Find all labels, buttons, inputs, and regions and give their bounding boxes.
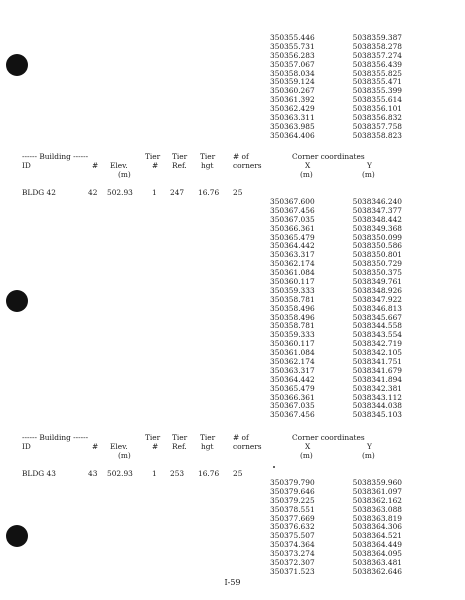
header-id: ID: [22, 161, 31, 170]
coord-x: 350367.600: [270, 197, 315, 206]
bldg-hgt: 16.76: [198, 469, 220, 478]
coord-y: 5038341.751: [352, 357, 402, 367]
bldg-ref: 247: [170, 188, 185, 197]
coord-x: 350377.669: [270, 513, 315, 523]
coord-x: 350361.084: [270, 348, 315, 358]
speck: [273, 466, 275, 468]
coord-y: 5038359.387: [352, 33, 402, 42]
header-x-unit: (m): [300, 170, 313, 179]
coord-y: 5038350.375: [352, 268, 402, 278]
coord-y: 5038344.038: [352, 401, 402, 411]
coord-x: 350356.283: [270, 50, 315, 60]
coordinate-row: [270, 568, 402, 577]
header-corner-coords: Corner coordinates: [292, 152, 365, 161]
coord-x: 350374.364: [270, 540, 315, 550]
header-corner-coords: Corner coordinates: [292, 433, 365, 442]
header-y: Y: [367, 161, 372, 170]
header-elev-unit: (m): [118, 170, 131, 179]
coord-y: 5038355.471: [352, 77, 402, 87]
header-group: ------ Building ------: [22, 433, 89, 442]
coord-x: 350355.731: [270, 41, 315, 51]
header-elev: Elev.: [110, 442, 128, 451]
header-tier-ref: Tier: [172, 152, 188, 161]
coord-x: 350367.035: [270, 214, 315, 224]
header-group: ------ Building ------: [22, 152, 89, 161]
coord-x: 350364.442: [270, 374, 315, 384]
bldg-num: 43: [88, 469, 98, 478]
coord-x: 350362.174: [270, 357, 315, 367]
coord-x: 350361.392: [270, 95, 315, 105]
header-tier-num: Tier: [145, 433, 161, 442]
coord-x: 350366.361: [270, 392, 315, 402]
bldg-id: BLDG 43: [22, 469, 56, 478]
bldg-hgt: 16.76: [198, 188, 220, 197]
coord-y: 5038342.105: [352, 348, 402, 358]
coord-x: 350367.456: [270, 205, 315, 215]
coord-x: 350367.035: [270, 401, 315, 411]
coord-y: 5038350.801: [352, 250, 402, 260]
header-y-unit: (m): [362, 170, 375, 179]
coord-x: 350359.333: [270, 285, 315, 295]
coord-x: 350362.429: [270, 104, 315, 114]
header-elev-unit: (m): [118, 451, 131, 460]
coord-x: 350362.174: [270, 259, 315, 269]
coord-y: 5038355.614: [352, 95, 402, 105]
header-tier-num: Tier: [145, 152, 161, 161]
coord-y: 5038363.481: [352, 558, 402, 568]
coord-y: 5038358.278: [352, 41, 402, 51]
binder-hole-middle: [6, 290, 28, 312]
coord-x: 350359.124: [270, 77, 315, 87]
coordinate-row: [270, 132, 402, 141]
page-number: I-59: [224, 578, 241, 587]
coord-y: 5038356.832: [352, 113, 402, 123]
header-tier-hgt-2: hgt: [201, 442, 214, 451]
coord-x: 350358.034: [270, 68, 315, 78]
header-num: #: [92, 161, 99, 170]
coord-y: 5038342.381: [352, 383, 402, 393]
header-tier-hgt: Tier: [200, 433, 216, 442]
coord-y: 5038350.586: [352, 241, 402, 251]
header-y-unit: (m): [362, 451, 375, 460]
coord-y: 5038362.162: [352, 495, 402, 505]
coord-y: 5038361.097: [352, 486, 402, 496]
bldg-corners: 25: [233, 188, 243, 197]
coord-y: 5038345.667: [352, 312, 402, 322]
coord-y: 5038346.240: [352, 197, 402, 206]
coord-x: 350358.781: [270, 321, 315, 331]
coord-x: 350365.479: [270, 232, 315, 242]
coord-x: 350373.274: [270, 549, 315, 559]
coord-x: 350371.523: [270, 566, 315, 576]
coord-y: 5038357.758: [352, 121, 402, 131]
header-tier-ref: Tier: [172, 433, 188, 442]
coord-x: 350379.790: [270, 478, 315, 487]
header-elev: Elev.: [110, 161, 128, 170]
coord-y: 5038359.960: [352, 478, 402, 487]
bldg-elev: 502.93: [107, 188, 133, 197]
bldg-num: 42: [88, 188, 98, 197]
coord-y: 5038364.521: [352, 531, 402, 541]
header-x: X: [305, 161, 311, 170]
bldg-elev: 502.93: [107, 469, 133, 478]
binder-hole-bottom: [6, 525, 28, 547]
header-corners-2: corners: [233, 161, 262, 170]
coord-x: 350363.311: [270, 113, 315, 123]
header-x-unit: (m): [300, 451, 313, 460]
coord-x: 350363.317: [270, 365, 315, 375]
coords-block-continued: [270, 34, 402, 141]
coord-x: 350376.632: [270, 522, 315, 532]
bldg-ref: 253: [170, 469, 185, 478]
coord-y: 5038355.825: [352, 68, 402, 78]
coord-x: 350363.317: [270, 250, 315, 260]
coord-y: 5038357.274: [352, 50, 402, 60]
coord-x: 350358.496: [270, 312, 315, 322]
header-corners-2: corners: [233, 442, 262, 451]
coord-x: 350361.084: [270, 268, 315, 278]
coord-y: 5038347.377: [352, 205, 402, 215]
coord-x: 350366.361: [270, 223, 315, 233]
coord-x: 350379.225: [270, 495, 315, 505]
coord-x: 350358.781: [270, 294, 315, 304]
header-id: ID: [22, 442, 31, 451]
coord-y: 5038350.729: [352, 259, 402, 269]
coords-block-bldg-42: [270, 198, 402, 420]
coord-x: 350359.333: [270, 330, 315, 340]
coord-x: 350358.496: [270, 303, 315, 313]
header-num: #: [92, 442, 99, 451]
coord-y: 5038355.399: [352, 86, 402, 96]
header-tier-ref-2: Ref.: [172, 442, 187, 451]
coord-y: 5038343.554: [352, 330, 402, 340]
header-y: Y: [367, 442, 372, 451]
coord-y: 5038341.894: [352, 374, 402, 384]
header-tier-hgt-2: hgt: [201, 161, 214, 170]
header-tier-hgt: Tier: [200, 152, 216, 161]
coord-x: 350364.442: [270, 241, 315, 251]
coord-x: 350364.406: [270, 130, 315, 140]
coord-x: 350365.479: [270, 383, 315, 393]
coord-y: 5038343.112: [352, 392, 402, 402]
header-tier-num-2: #: [152, 442, 159, 451]
coord-y: 5038363.088: [352, 504, 402, 514]
coord-x: 350379.646: [270, 486, 315, 496]
coord-y: 5038362.646: [352, 566, 402, 576]
coord-x: 350372.307: [270, 558, 315, 568]
coord-y: 5038347.922: [352, 294, 402, 304]
bldg-corners: 25: [233, 469, 243, 478]
coord-x: 350357.067: [270, 59, 315, 69]
coord-x: 350375.507: [270, 531, 315, 541]
coordinate-row: [270, 411, 402, 420]
coord-y: 5038342.719: [352, 339, 402, 349]
header-tier-num-2: #: [152, 161, 159, 170]
coord-y: 5038350.099: [352, 232, 402, 242]
header-tier-ref-2: Ref.: [172, 161, 187, 170]
bldg-id: BLDG 42: [22, 188, 56, 197]
header-x: X: [305, 442, 311, 451]
coord-y: 5038356.439: [352, 59, 402, 69]
coord-y: 5038345.103: [352, 410, 402, 420]
coord-y: 5038349.761: [352, 277, 402, 287]
coord-x: 350367.456: [270, 410, 315, 420]
coord-y: 5038358.823: [352, 130, 402, 140]
coord-y: 5038348.442: [352, 214, 402, 224]
coord-x: 350360.117: [270, 277, 315, 287]
coord-y: 5038364.095: [352, 549, 402, 559]
coord-y: 5038346.813: [352, 303, 402, 313]
coord-x: 350360.267: [270, 86, 315, 96]
coord-x: 350360.117: [270, 339, 315, 349]
coords-block-bldg-43: [270, 479, 402, 577]
bldg-tier: 1: [152, 188, 157, 197]
coord-y: 5038356.101: [352, 104, 402, 114]
coord-y: 5038364.449: [352, 540, 402, 550]
coord-x: 350378.551: [270, 504, 315, 514]
coord-x: 350363.985: [270, 121, 315, 131]
header-corners: # of: [233, 152, 249, 161]
coord-y: 5038363.819: [352, 513, 402, 523]
header-corners: # of: [233, 433, 249, 442]
coord-y: 5038348.926: [352, 285, 402, 295]
bldg-tier: 1: [152, 469, 157, 478]
coord-y: 5038349.368: [352, 223, 402, 233]
coord-y: 5038344.558: [352, 321, 402, 331]
coord-y: 5038341.679: [352, 365, 402, 375]
coord-x: 350355.446: [270, 33, 315, 42]
binder-hole-top: [6, 54, 28, 76]
coord-y: 5038364.306: [352, 522, 402, 532]
